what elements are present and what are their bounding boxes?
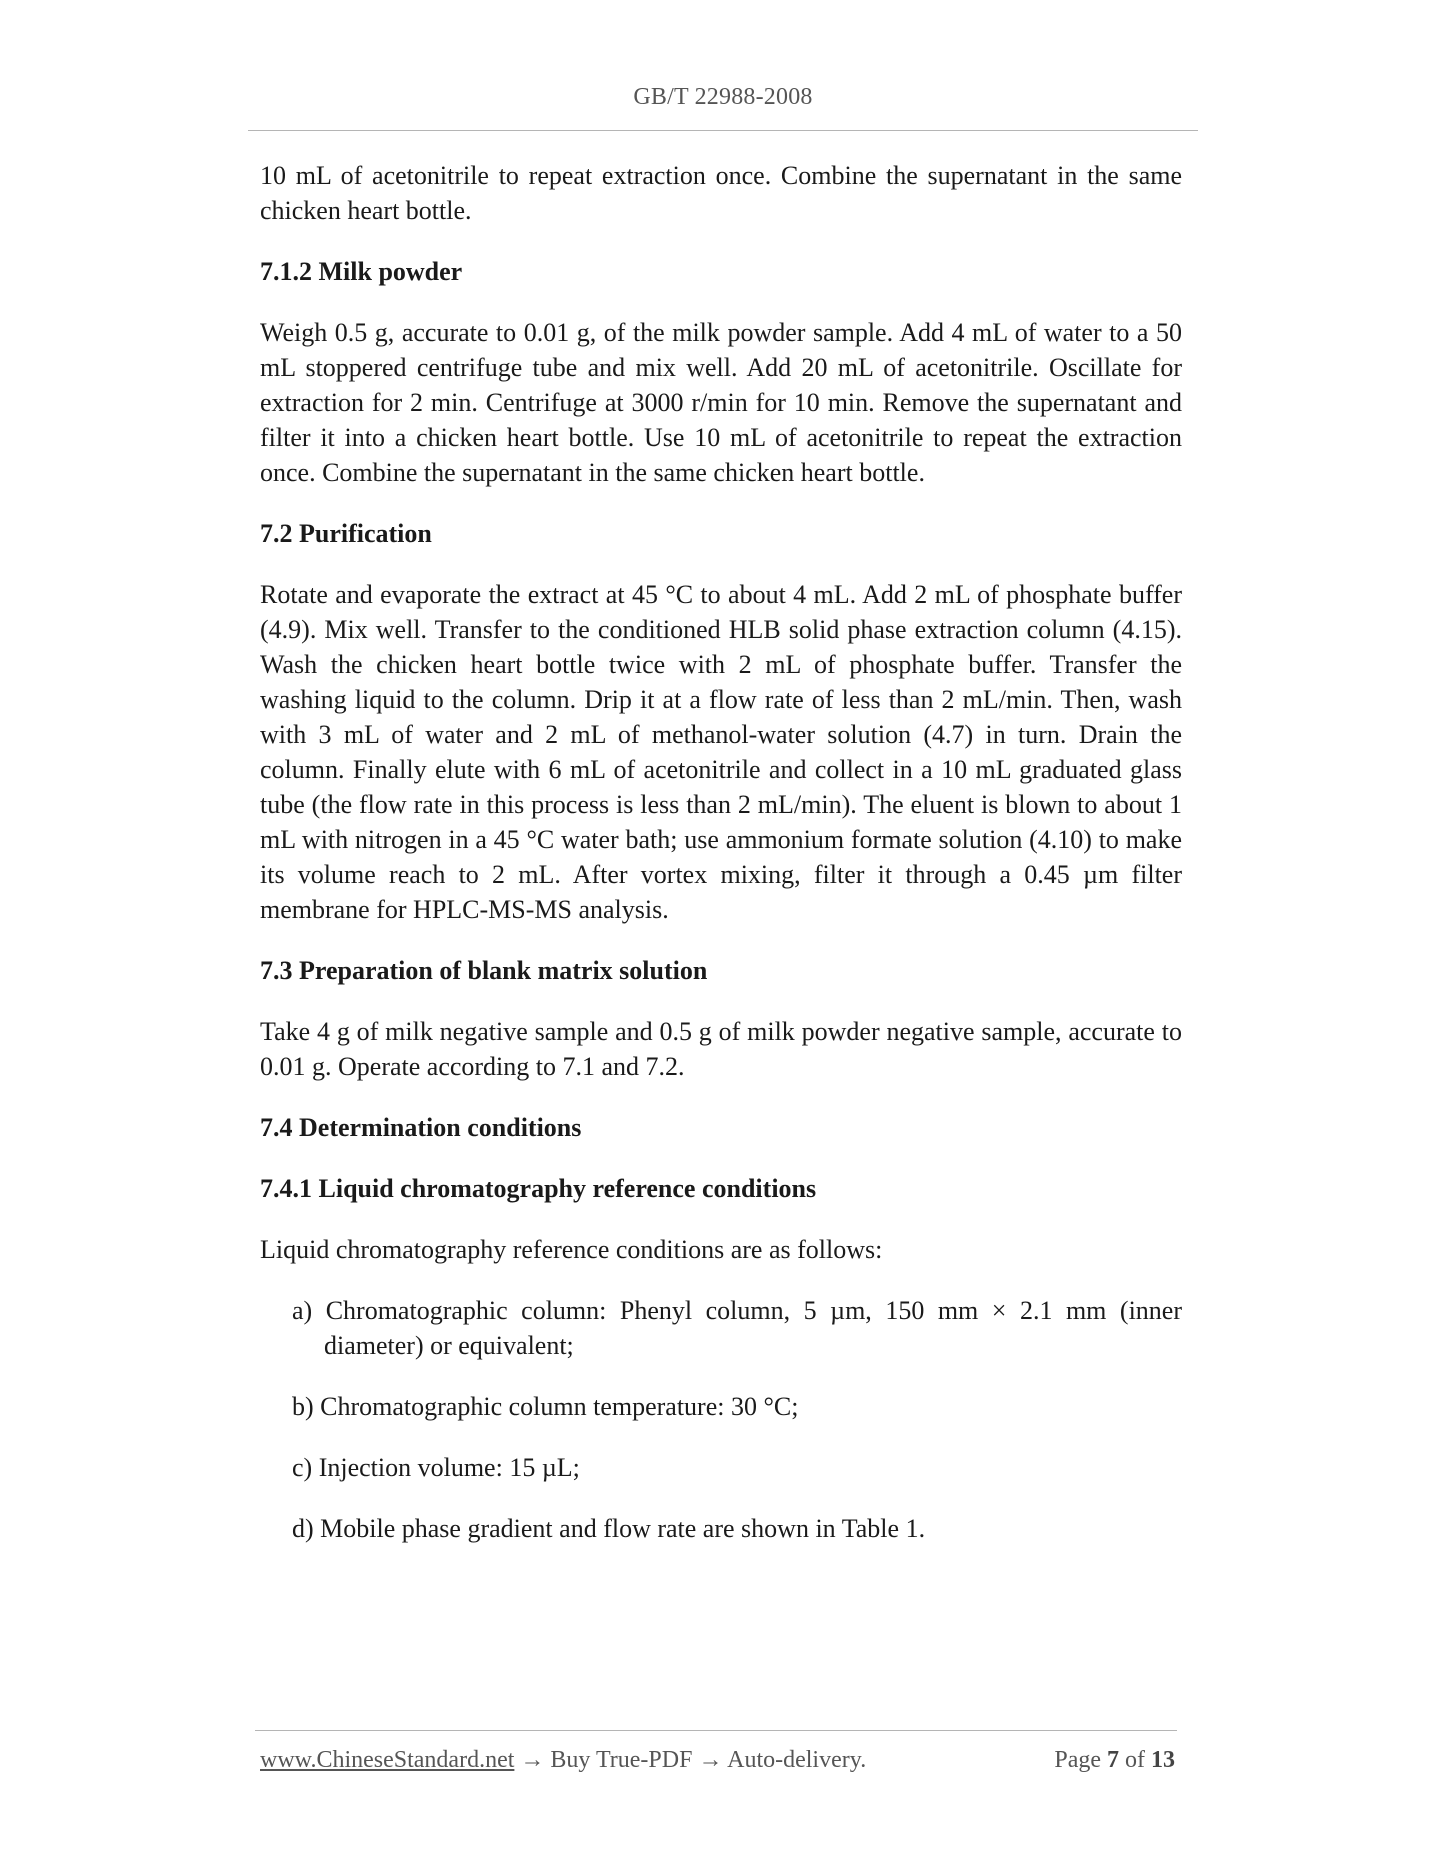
footer-divider xyxy=(255,1730,1177,1731)
list-item: b) Chromatographic column temperature: 30 °C; xyxy=(292,1392,799,1421)
page-header xyxy=(248,84,1198,111)
document-body xyxy=(260,158,1182,1572)
intro-paragraph: 10 mL of acetonitrile to repeat extraction once. Combine the supernatant in the same chicken heart bottle. xyxy=(260,161,1182,225)
footer-promo xyxy=(260,1747,866,1774)
page-word: Page xyxy=(1054,1747,1101,1773)
list-item: c) Injection volume: 15 µL; xyxy=(292,1453,580,1482)
page-number xyxy=(1054,1747,1175,1774)
section-paragraph-7-1-2: Weigh 0.5 g, accurate to 0.01 g, of the milk powder sample. Add 4 mL of water to a 50 mL stoppered centrifuge tube and mix well. Add 20 mL of acetonitrile. Oscillate for extraction for 2 min. Centrifuge at 3000 r/min for 10 min. Remove the supernatant and filter it into a chicken heart bottle. Use 10 mL of acetonitrile to repeat the extraction once. Combine the supernatant in the same chicken heart bottle. xyxy=(260,318,1182,487)
of-word: of xyxy=(1125,1747,1145,1773)
section-heading-7-3: 7.3 Preparation of blank matrix solution xyxy=(260,956,708,985)
section-heading-7-1-2: 7.1.2 Milk powder xyxy=(260,257,463,286)
section-heading-7-2: 7.2 Purification xyxy=(260,519,432,548)
promo-text: → Buy True-PDF → Auto-delivery. xyxy=(514,1747,867,1773)
current-page: 7 xyxy=(1107,1747,1119,1773)
header-divider xyxy=(248,130,1198,131)
section-paragraph-7-2: Rotate and evaporate the extract at 45 °C to about 4 mL. Add 2 mL of phosphate buffer (4.9). Mix well. Transfer to the conditioned HLB solid phase extraction column (4.15). Wash the chicken heart bottle twice with 2 mL of phosphate buffer. Transfer the washing liquid to the column. Drip it at a flow rate of less than 2 mL/min. Then, wash with 3 mL of water and 2 mL of methanol-water solution (4.7) in turn. Drain the column. Finally elute with 6 mL of acetonitrile and collect in a 10 mL graduated glass tube (the flow rate in this process is less than 2 mL/min). The eluent is blown to about 1 mL with nitrogen in a 45 °C water bath; use ammonium formate solution (4.10) to make its volume reach to 2 mL. After vortex mixing, filter it through a 0.45 µm filter membrane for HPLC-MS-MS analysis. xyxy=(260,580,1182,924)
list-item: a) Chromatographic column: Phenyl column, 5 µm, 150 mm × 2.1 mm (inner diameter) or equivalent; xyxy=(292,1296,1182,1360)
total-pages: 13 xyxy=(1151,1747,1175,1773)
section-paragraph-7-3: Take 4 g of milk negative sample and 0.5 g of milk powder negative sample, accurate to 0.01 g. Operate according to 7.1 and 7.2. xyxy=(260,1017,1182,1081)
section-paragraph-7-4-1: Liquid chromatography reference conditions are as follows: xyxy=(260,1235,883,1264)
section-heading-7-4-1: 7.4.1 Liquid chromatography reference conditions xyxy=(260,1174,817,1203)
section-heading-7-4: 7.4 Determination conditions xyxy=(260,1113,582,1142)
document-id: GB/T 22988-2008 xyxy=(633,84,813,110)
list-item: d) Mobile phase gradient and flow rate are shown in Table 1. xyxy=(292,1514,926,1543)
site-link[interactable]: www.ChineseStandard.net xyxy=(260,1747,515,1773)
